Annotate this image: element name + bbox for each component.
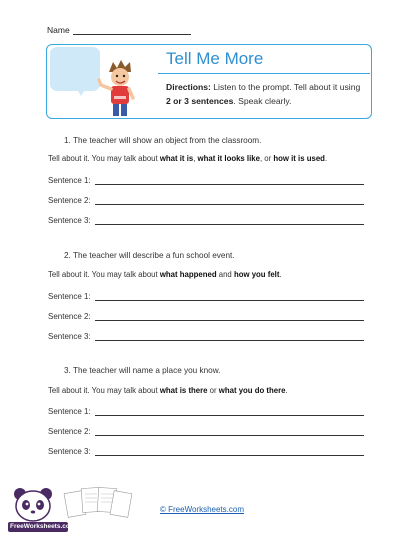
q1-sentence-2 [48, 195, 364, 205]
question-text: The teacher will describe a fun school event. [72, 251, 235, 260]
answer-line[interactable] [95, 311, 364, 321]
prompt-text: or [207, 386, 219, 395]
question-2-prompt [48, 270, 282, 279]
prompt-bold: what happened [159, 270, 217, 279]
question-number: 1. [64, 136, 71, 145]
prompt-bold: what it is [159, 154, 194, 163]
answer-line[interactable] [95, 446, 364, 456]
prompt-text: , or [259, 154, 274, 163]
prompt-text: and [216, 270, 234, 279]
answer-line[interactable] [95, 195, 364, 205]
question-3 [64, 366, 220, 375]
prompt-text: . [285, 386, 288, 395]
boy-illustration [95, 58, 145, 118]
prompt-text: Tell about it. You may talk about [48, 154, 160, 163]
question-text: The teacher will show an object from the classroom. [72, 136, 262, 145]
name-label: Name [47, 25, 70, 35]
q3-sentence-1 [48, 406, 364, 416]
page-title: Tell Me More [166, 49, 264, 68]
sentence-label: Sentence 1: [48, 176, 91, 185]
prompt-text: Tell about it. You may talk about [48, 270, 160, 279]
q2-sentence-3 [48, 331, 364, 341]
speech-bubble-tail [76, 88, 86, 96]
prompt-text: . [324, 154, 328, 163]
sentence-label: Sentence 3: [48, 216, 91, 225]
sentence-label: Sentence 2: [48, 427, 91, 436]
directions [166, 80, 366, 108]
prompt-text: Tell about it. You may talk about [48, 386, 160, 395]
prompt-bold: what it looks like [197, 154, 260, 163]
footer-link[interactable]: © FreeWorksheets.com [160, 505, 244, 514]
name-field[interactable] [73, 25, 191, 35]
directions-bold: 2 or 3 sentences [166, 96, 234, 106]
q2-sentence-2 [48, 311, 364, 321]
prompt-bold: how you felt [233, 270, 280, 279]
question-number: 2. [64, 251, 71, 260]
sentence-label: Sentence 2: [48, 196, 91, 205]
prompt-bold: what you do there [218, 386, 286, 395]
prompt-bold: what is there [159, 386, 208, 395]
prompt-text: . [279, 270, 282, 279]
name-row [47, 25, 191, 35]
question-1 [64, 136, 261, 145]
prompt-bold: how it is used [273, 154, 325, 163]
question-number: 3. [64, 366, 71, 375]
q1-sentence-3 [48, 215, 364, 225]
speech-bubble [50, 47, 100, 91]
question-text: The teacher will name a place you know. [72, 366, 221, 375]
sentence-label: Sentence 1: [48, 292, 91, 301]
question-3-prompt [48, 386, 288, 395]
directions-text-1: Listen to the prompt. Tell about it using [210, 82, 361, 92]
directions-lead: Directions: [166, 82, 211, 92]
answer-line[interactable] [95, 331, 364, 341]
question-2 [64, 251, 235, 260]
q3-sentence-3 [48, 446, 364, 456]
logo-text: FreeWorksheets.com [10, 523, 76, 530]
sentence-label: Sentence 1: [48, 407, 91, 416]
q1-sentence-1 [48, 175, 364, 185]
answer-line[interactable] [95, 215, 364, 225]
sentence-label: Sentence 2: [48, 312, 91, 321]
sentence-label: Sentence 3: [48, 447, 91, 456]
sentence-label: Sentence 3: [48, 332, 91, 341]
prompt-text: , [193, 154, 198, 163]
answer-line[interactable] [95, 175, 364, 185]
q2-sentence-1 [48, 291, 364, 301]
answer-line[interactable] [95, 406, 364, 416]
directions-text-2: . Speak clearly. [233, 96, 292, 106]
answer-line[interactable] [95, 291, 364, 301]
answer-line[interactable] [95, 426, 364, 436]
question-1-prompt [48, 154, 327, 163]
q3-sentence-2 [48, 426, 364, 436]
